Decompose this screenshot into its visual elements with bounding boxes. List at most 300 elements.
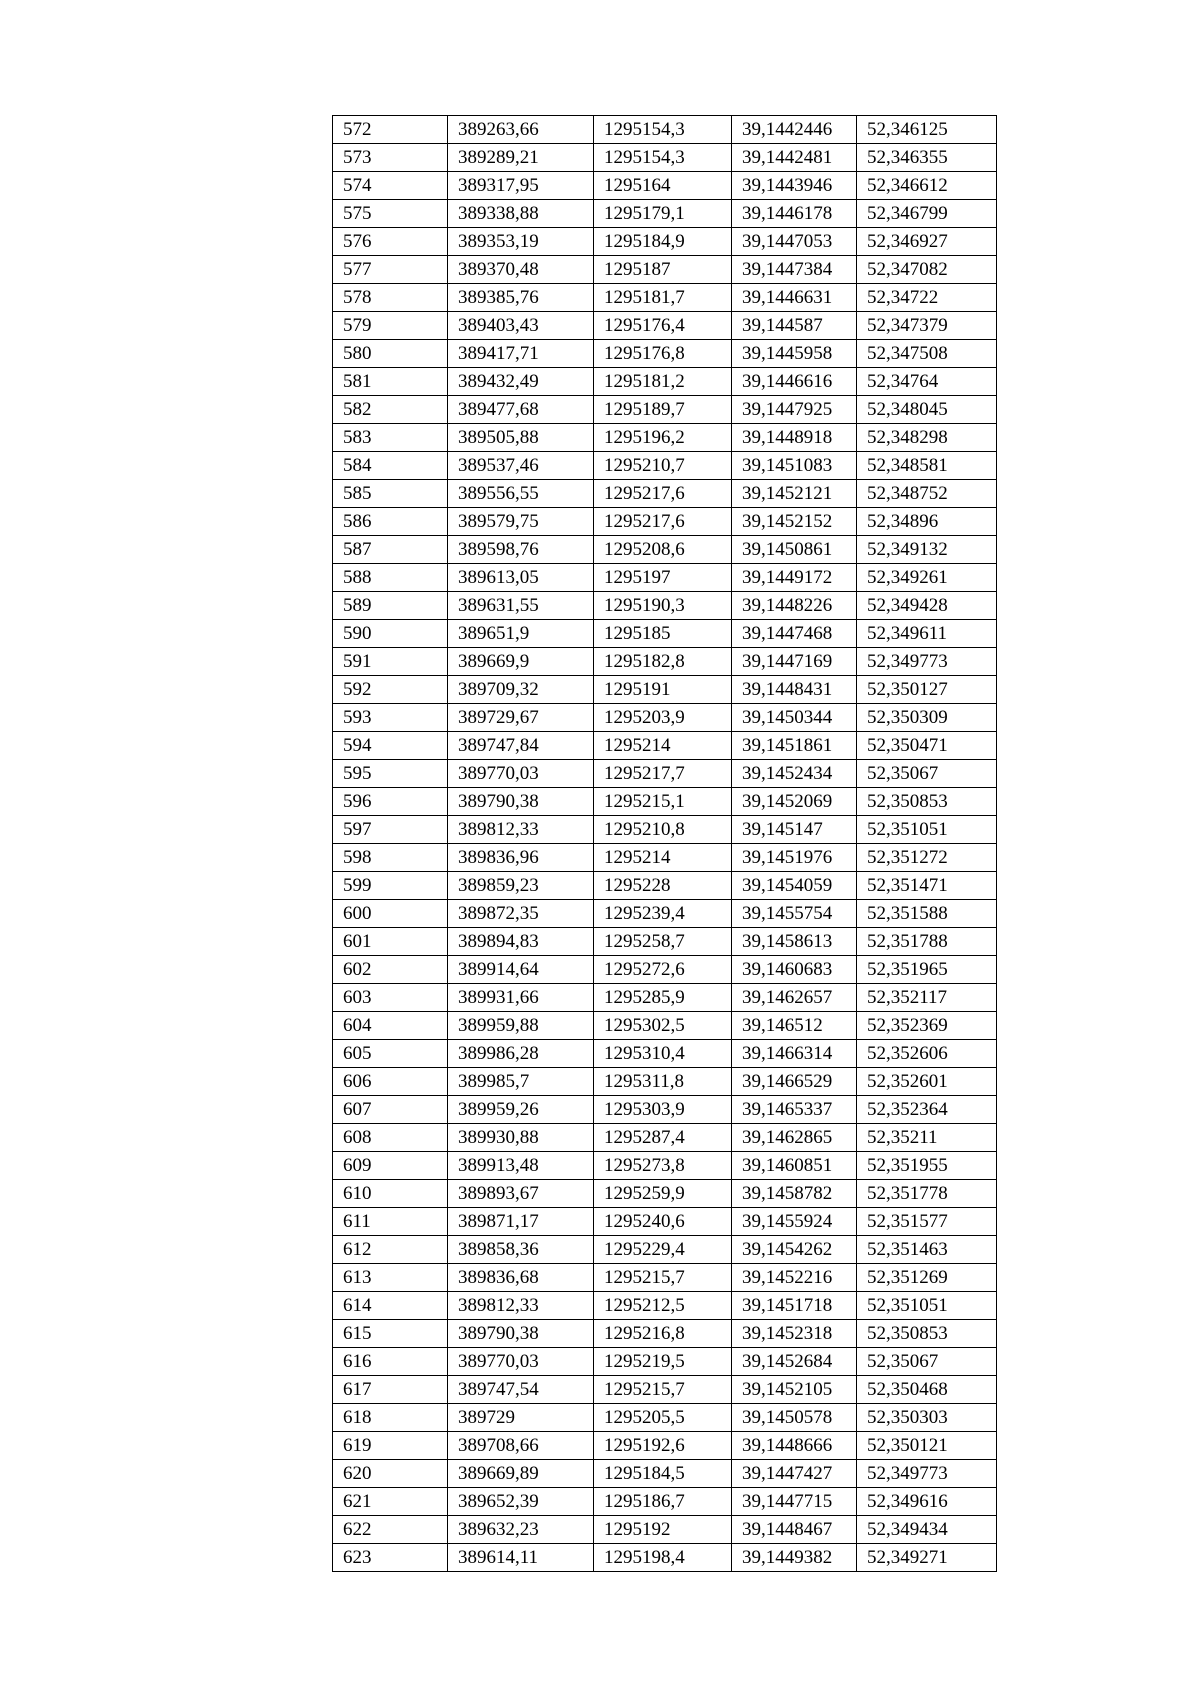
point-number-cell: 588: [333, 564, 448, 592]
x-coordinate-cell: 389812,33: [448, 1292, 594, 1320]
point-number-cell: 612: [333, 1236, 448, 1264]
latitude-cell: 52,351788: [857, 928, 997, 956]
y-coordinate-cell: 1295310,4: [594, 1040, 732, 1068]
longitude-cell: 39,1450578: [732, 1404, 857, 1432]
longitude-cell: 39,1452105: [732, 1376, 857, 1404]
y-coordinate-cell: 1295203,9: [594, 704, 732, 732]
x-coordinate-cell: 389632,23: [448, 1516, 594, 1544]
x-coordinate-cell: 389579,75: [448, 508, 594, 536]
longitude-cell: 39,1466314: [732, 1040, 857, 1068]
longitude-cell: 39,1447427: [732, 1460, 857, 1488]
table-row: [333, 1208, 997, 1236]
x-coordinate-cell: 389812,33: [448, 816, 594, 844]
table-row: [333, 452, 997, 480]
y-coordinate-cell: 1295273,8: [594, 1152, 732, 1180]
longitude-cell: 39,1448467: [732, 1516, 857, 1544]
point-number-cell: 605: [333, 1040, 448, 1068]
table-row: [333, 1404, 997, 1432]
latitude-cell: 52,349773: [857, 1460, 997, 1488]
table-row: [333, 1348, 997, 1376]
latitude-cell: 52,34722: [857, 284, 997, 312]
longitude-cell: 39,1460683: [732, 956, 857, 984]
point-number-cell: 616: [333, 1348, 448, 1376]
table-row: [333, 1376, 997, 1404]
point-number-cell: 578: [333, 284, 448, 312]
coordinates-table: [332, 115, 997, 1572]
longitude-cell: 39,1447715: [732, 1488, 857, 1516]
point-number-cell: 576: [333, 228, 448, 256]
y-coordinate-cell: 1295179,1: [594, 200, 732, 228]
y-coordinate-cell: 1295190,3: [594, 592, 732, 620]
x-coordinate-cell: 389370,48: [448, 256, 594, 284]
table-row: [333, 928, 997, 956]
x-coordinate-cell: 389669,89: [448, 1460, 594, 1488]
x-coordinate-cell: 389263,66: [448, 116, 594, 144]
point-number-cell: 573: [333, 144, 448, 172]
x-coordinate-cell: 389505,88: [448, 424, 594, 452]
y-coordinate-cell: 1295176,4: [594, 312, 732, 340]
x-coordinate-cell: 389790,38: [448, 1320, 594, 1348]
y-coordinate-cell: 1295154,3: [594, 144, 732, 172]
table-row: [333, 984, 997, 1012]
point-number-cell: 594: [333, 732, 448, 760]
x-coordinate-cell: 389289,21: [448, 144, 594, 172]
point-number-cell: 575: [333, 200, 448, 228]
latitude-cell: 52,352117: [857, 984, 997, 1012]
point-number-cell: 614: [333, 1292, 448, 1320]
latitude-cell: 52,34896: [857, 508, 997, 536]
longitude-cell: 39,1452216: [732, 1264, 857, 1292]
x-coordinate-cell: 389317,95: [448, 172, 594, 200]
latitude-cell: 52,348752: [857, 480, 997, 508]
longitude-cell: 39,1460851: [732, 1152, 857, 1180]
longitude-cell: 39,1455924: [732, 1208, 857, 1236]
longitude-cell: 39,1454059: [732, 872, 857, 900]
table-row: [333, 200, 997, 228]
longitude-cell: 39,1448431: [732, 676, 857, 704]
y-coordinate-cell: 1295192: [594, 1516, 732, 1544]
longitude-cell: 39,1455754: [732, 900, 857, 928]
latitude-cell: 52,347508: [857, 340, 997, 368]
x-coordinate-cell: 389836,68: [448, 1264, 594, 1292]
y-coordinate-cell: 1295164: [594, 172, 732, 200]
longitude-cell: 39,1446616: [732, 368, 857, 396]
table-row: [333, 956, 997, 984]
latitude-cell: 52,351269: [857, 1264, 997, 1292]
point-number-cell: 599: [333, 872, 448, 900]
y-coordinate-cell: 1295187: [594, 256, 732, 284]
longitude-cell: 39,1451976: [732, 844, 857, 872]
table-row: [333, 1068, 997, 1096]
y-coordinate-cell: 1295186,7: [594, 1488, 732, 1516]
point-number-cell: 595: [333, 760, 448, 788]
y-coordinate-cell: 1295217,7: [594, 760, 732, 788]
table-row: [333, 844, 997, 872]
point-number-cell: 591: [333, 648, 448, 676]
longitude-cell: 39,1458782: [732, 1180, 857, 1208]
y-coordinate-cell: 1295197: [594, 564, 732, 592]
longitude-cell: 39,1449382: [732, 1544, 857, 1572]
x-coordinate-cell: 389614,11: [448, 1544, 594, 1572]
y-coordinate-cell: 1295154,3: [594, 116, 732, 144]
point-number-cell: 621: [333, 1488, 448, 1516]
point-number-cell: 597: [333, 816, 448, 844]
point-number-cell: 583: [333, 424, 448, 452]
table-row: [333, 1124, 997, 1152]
point-number-cell: 608: [333, 1124, 448, 1152]
x-coordinate-cell: 389930,88: [448, 1124, 594, 1152]
table-row: [333, 704, 997, 732]
table-row: [333, 732, 997, 760]
point-number-cell: 582: [333, 396, 448, 424]
point-number-cell: 587: [333, 536, 448, 564]
latitude-cell: 52,349132: [857, 536, 997, 564]
latitude-cell: 52,352364: [857, 1096, 997, 1124]
y-coordinate-cell: 1295189,7: [594, 396, 732, 424]
latitude-cell: 52,351471: [857, 872, 997, 900]
longitude-cell: 39,1452121: [732, 480, 857, 508]
latitude-cell: 52,351463: [857, 1236, 997, 1264]
table-row: [333, 1040, 997, 1068]
x-coordinate-cell: 389537,46: [448, 452, 594, 480]
x-coordinate-cell: 389859,23: [448, 872, 594, 900]
y-coordinate-cell: 1295181,7: [594, 284, 732, 312]
latitude-cell: 52,348298: [857, 424, 997, 452]
table-row: [333, 1488, 997, 1516]
longitude-cell: 39,1442481: [732, 144, 857, 172]
y-coordinate-cell: 1295219,5: [594, 1348, 732, 1376]
longitude-cell: 39,1447468: [732, 620, 857, 648]
latitude-cell: 52,346927: [857, 228, 997, 256]
latitude-cell: 52,351051: [857, 1292, 997, 1320]
longitude-cell: 39,1452069: [732, 788, 857, 816]
x-coordinate-cell: 389790,38: [448, 788, 594, 816]
table-row: [333, 900, 997, 928]
latitude-cell: 52,351965: [857, 956, 997, 984]
table-row: [333, 592, 997, 620]
table-row: [333, 116, 997, 144]
y-coordinate-cell: 1295272,6: [594, 956, 732, 984]
point-number-cell: 577: [333, 256, 448, 284]
y-coordinate-cell: 1295215,7: [594, 1264, 732, 1292]
y-coordinate-cell: 1295214: [594, 732, 732, 760]
point-number-cell: 572: [333, 116, 448, 144]
table-row: [333, 312, 997, 340]
y-coordinate-cell: 1295240,6: [594, 1208, 732, 1236]
latitude-cell: 52,35067: [857, 1348, 997, 1376]
longitude-cell: 39,1449172: [732, 564, 857, 592]
y-coordinate-cell: 1295196,2: [594, 424, 732, 452]
table-row: [333, 480, 997, 508]
table-row: [333, 648, 997, 676]
table-row: [333, 564, 997, 592]
x-coordinate-cell: 389747,84: [448, 732, 594, 760]
x-coordinate-cell: 389959,88: [448, 1012, 594, 1040]
y-coordinate-cell: 1295302,5: [594, 1012, 732, 1040]
latitude-cell: 52,351955: [857, 1152, 997, 1180]
x-coordinate-cell: 389338,88: [448, 200, 594, 228]
x-coordinate-cell: 389556,55: [448, 480, 594, 508]
y-coordinate-cell: 1295191: [594, 676, 732, 704]
longitude-cell: 39,1451083: [732, 452, 857, 480]
point-number-cell: 580: [333, 340, 448, 368]
x-coordinate-cell: 389770,03: [448, 760, 594, 788]
table-row: [333, 1544, 997, 1572]
latitude-cell: 52,350309: [857, 704, 997, 732]
x-coordinate-cell: 389669,9: [448, 648, 594, 676]
y-coordinate-cell: 1295184,5: [594, 1460, 732, 1488]
table-row: [333, 144, 997, 172]
table-row: [333, 1292, 997, 1320]
y-coordinate-cell: 1295287,4: [594, 1124, 732, 1152]
x-coordinate-cell: 389985,7: [448, 1068, 594, 1096]
longitude-cell: 39,144587: [732, 312, 857, 340]
longitude-cell: 39,1452152: [732, 508, 857, 536]
latitude-cell: 52,352606: [857, 1040, 997, 1068]
table-row: [333, 676, 997, 704]
x-coordinate-cell: 389403,43: [448, 312, 594, 340]
x-coordinate-cell: 389729: [448, 1404, 594, 1432]
x-coordinate-cell: 389871,17: [448, 1208, 594, 1236]
x-coordinate-cell: 389598,76: [448, 536, 594, 564]
longitude-cell: 39,1452434: [732, 760, 857, 788]
point-number-cell: 620: [333, 1460, 448, 1488]
y-coordinate-cell: 1295229,4: [594, 1236, 732, 1264]
latitude-cell: 52,35211: [857, 1124, 997, 1152]
y-coordinate-cell: 1295259,9: [594, 1180, 732, 1208]
y-coordinate-cell: 1295217,6: [594, 480, 732, 508]
point-number-cell: 596: [333, 788, 448, 816]
x-coordinate-cell: 389931,66: [448, 984, 594, 1012]
x-coordinate-cell: 389913,48: [448, 1152, 594, 1180]
latitude-cell: 52,351272: [857, 844, 997, 872]
point-number-cell: 623: [333, 1544, 448, 1572]
table-row: [333, 228, 997, 256]
point-number-cell: 592: [333, 676, 448, 704]
y-coordinate-cell: 1295214: [594, 844, 732, 872]
y-coordinate-cell: 1295210,8: [594, 816, 732, 844]
point-number-cell: 606: [333, 1068, 448, 1096]
point-number-cell: 604: [333, 1012, 448, 1040]
longitude-cell: 39,1448226: [732, 592, 857, 620]
longitude-cell: 39,146512: [732, 1012, 857, 1040]
y-coordinate-cell: 1295210,7: [594, 452, 732, 480]
y-coordinate-cell: 1295258,7: [594, 928, 732, 956]
x-coordinate-cell: 389353,19: [448, 228, 594, 256]
x-coordinate-cell: 389708,66: [448, 1432, 594, 1460]
point-number-cell: 590: [333, 620, 448, 648]
table-row: [333, 424, 997, 452]
longitude-cell: 39,1451718: [732, 1292, 857, 1320]
point-number-cell: 617: [333, 1376, 448, 1404]
table-row: [333, 1320, 997, 1348]
table-row: [333, 508, 997, 536]
latitude-cell: 52,350853: [857, 788, 997, 816]
point-number-cell: 581: [333, 368, 448, 396]
longitude-cell: 39,1462865: [732, 1124, 857, 1152]
table-row: [333, 1432, 997, 1460]
latitude-cell: 52,352601: [857, 1068, 997, 1096]
point-number-cell: 593: [333, 704, 448, 732]
x-coordinate-cell: 389729,67: [448, 704, 594, 732]
latitude-cell: 52,352369: [857, 1012, 997, 1040]
table-row: [333, 1096, 997, 1124]
latitude-cell: 52,350127: [857, 676, 997, 704]
latitude-cell: 52,351778: [857, 1180, 997, 1208]
point-number-cell: 615: [333, 1320, 448, 1348]
point-number-cell: 598: [333, 844, 448, 872]
x-coordinate-cell: 389893,67: [448, 1180, 594, 1208]
latitude-cell: 52,346799: [857, 200, 997, 228]
x-coordinate-cell: 389631,55: [448, 592, 594, 620]
latitude-cell: 52,346355: [857, 144, 997, 172]
table-row: [333, 1012, 997, 1040]
latitude-cell: 52,347082: [857, 256, 997, 284]
longitude-cell: 39,145147: [732, 816, 857, 844]
point-number-cell: 609: [333, 1152, 448, 1180]
longitude-cell: 39,1451861: [732, 732, 857, 760]
x-coordinate-cell: 389858,36: [448, 1236, 594, 1264]
y-coordinate-cell: 1295215,7: [594, 1376, 732, 1404]
table-row: [333, 760, 997, 788]
x-coordinate-cell: 389417,71: [448, 340, 594, 368]
longitude-cell: 39,1446178: [732, 200, 857, 228]
latitude-cell: 52,346125: [857, 116, 997, 144]
longitude-cell: 39,1462657: [732, 984, 857, 1012]
x-coordinate-cell: 389477,68: [448, 396, 594, 424]
x-coordinate-cell: 389432,49: [448, 368, 594, 396]
latitude-cell: 52,351588: [857, 900, 997, 928]
latitude-cell: 52,349616: [857, 1488, 997, 1516]
table-row: [333, 256, 997, 284]
latitude-cell: 52,348045: [857, 396, 997, 424]
table-row: [333, 1516, 997, 1544]
latitude-cell: 52,34764: [857, 368, 997, 396]
table-row: [333, 1460, 997, 1488]
point-number-cell: 610: [333, 1180, 448, 1208]
latitude-cell: 52,351577: [857, 1208, 997, 1236]
latitude-cell: 52,350303: [857, 1404, 997, 1432]
y-coordinate-cell: 1295217,6: [594, 508, 732, 536]
y-coordinate-cell: 1295239,4: [594, 900, 732, 928]
table-row: [333, 284, 997, 312]
latitude-cell: 52,349271: [857, 1544, 997, 1572]
x-coordinate-cell: 389872,35: [448, 900, 594, 928]
point-number-cell: 579: [333, 312, 448, 340]
point-number-cell: 601: [333, 928, 448, 956]
longitude-cell: 39,1447925: [732, 396, 857, 424]
table-row: [333, 536, 997, 564]
y-coordinate-cell: 1295208,6: [594, 536, 732, 564]
table-row: [333, 368, 997, 396]
point-number-cell: 618: [333, 1404, 448, 1432]
y-coordinate-cell: 1295205,5: [594, 1404, 732, 1432]
y-coordinate-cell: 1295184,9: [594, 228, 732, 256]
table-row: [333, 872, 997, 900]
longitude-cell: 39,1446631: [732, 284, 857, 312]
latitude-cell: 52,350853: [857, 1320, 997, 1348]
table-row: [333, 172, 997, 200]
table-row: [333, 1264, 997, 1292]
y-coordinate-cell: 1295198,4: [594, 1544, 732, 1572]
table-row: [333, 396, 997, 424]
table-row: [333, 1180, 997, 1208]
point-number-cell: 600: [333, 900, 448, 928]
point-number-cell: 607: [333, 1096, 448, 1124]
longitude-cell: 39,1452684: [732, 1348, 857, 1376]
point-number-cell: 589: [333, 592, 448, 620]
point-number-cell: 602: [333, 956, 448, 984]
longitude-cell: 39,1450344: [732, 704, 857, 732]
latitude-cell: 52,350121: [857, 1432, 997, 1460]
y-coordinate-cell: 1295215,1: [594, 788, 732, 816]
table-row: [333, 620, 997, 648]
longitude-cell: 39,1466529: [732, 1068, 857, 1096]
y-coordinate-cell: 1295285,9: [594, 984, 732, 1012]
longitude-cell: 39,1447384: [732, 256, 857, 284]
latitude-cell: 52,351051: [857, 816, 997, 844]
longitude-cell: 39,1447169: [732, 648, 857, 676]
table-row: [333, 1152, 997, 1180]
longitude-cell: 39,1465337: [732, 1096, 857, 1124]
x-coordinate-cell: 389836,96: [448, 844, 594, 872]
latitude-cell: 52,349428: [857, 592, 997, 620]
table-row: [333, 816, 997, 844]
latitude-cell: 52,346612: [857, 172, 997, 200]
y-coordinate-cell: 1295192,6: [594, 1432, 732, 1460]
latitude-cell: 52,349611: [857, 620, 997, 648]
y-coordinate-cell: 1295181,2: [594, 368, 732, 396]
latitude-cell: 52,349773: [857, 648, 997, 676]
x-coordinate-cell: 389770,03: [448, 1348, 594, 1376]
coordinates-table-body: [333, 116, 997, 1572]
longitude-cell: 39,1447053: [732, 228, 857, 256]
x-coordinate-cell: 389959,26: [448, 1096, 594, 1124]
y-coordinate-cell: 1295228: [594, 872, 732, 900]
longitude-cell: 39,1458613: [732, 928, 857, 956]
longitude-cell: 39,1454262: [732, 1236, 857, 1264]
longitude-cell: 39,1442446: [732, 116, 857, 144]
point-number-cell: 574: [333, 172, 448, 200]
point-number-cell: 613: [333, 1264, 448, 1292]
longitude-cell: 39,1448666: [732, 1432, 857, 1460]
latitude-cell: 52,349261: [857, 564, 997, 592]
y-coordinate-cell: 1295216,8: [594, 1320, 732, 1348]
longitude-cell: 39,1448918: [732, 424, 857, 452]
x-coordinate-cell: 389709,32: [448, 676, 594, 704]
y-coordinate-cell: 1295212,5: [594, 1292, 732, 1320]
table-row: [333, 340, 997, 368]
longitude-cell: 39,1445958: [732, 340, 857, 368]
x-coordinate-cell: 389914,64: [448, 956, 594, 984]
x-coordinate-cell: 389652,39: [448, 1488, 594, 1516]
point-number-cell: 611: [333, 1208, 448, 1236]
point-number-cell: 619: [333, 1432, 448, 1460]
y-coordinate-cell: 1295311,8: [594, 1068, 732, 1096]
point-number-cell: 586: [333, 508, 448, 536]
longitude-cell: 39,1443946: [732, 172, 857, 200]
y-coordinate-cell: 1295303,9: [594, 1096, 732, 1124]
latitude-cell: 52,347379: [857, 312, 997, 340]
latitude-cell: 52,349434: [857, 1516, 997, 1544]
longitude-cell: 39,1450861: [732, 536, 857, 564]
y-coordinate-cell: 1295185: [594, 620, 732, 648]
x-coordinate-cell: 389986,28: [448, 1040, 594, 1068]
y-coordinate-cell: 1295182,8: [594, 648, 732, 676]
table-row: [333, 1236, 997, 1264]
latitude-cell: 52,350468: [857, 1376, 997, 1404]
y-coordinate-cell: 1295176,8: [594, 340, 732, 368]
